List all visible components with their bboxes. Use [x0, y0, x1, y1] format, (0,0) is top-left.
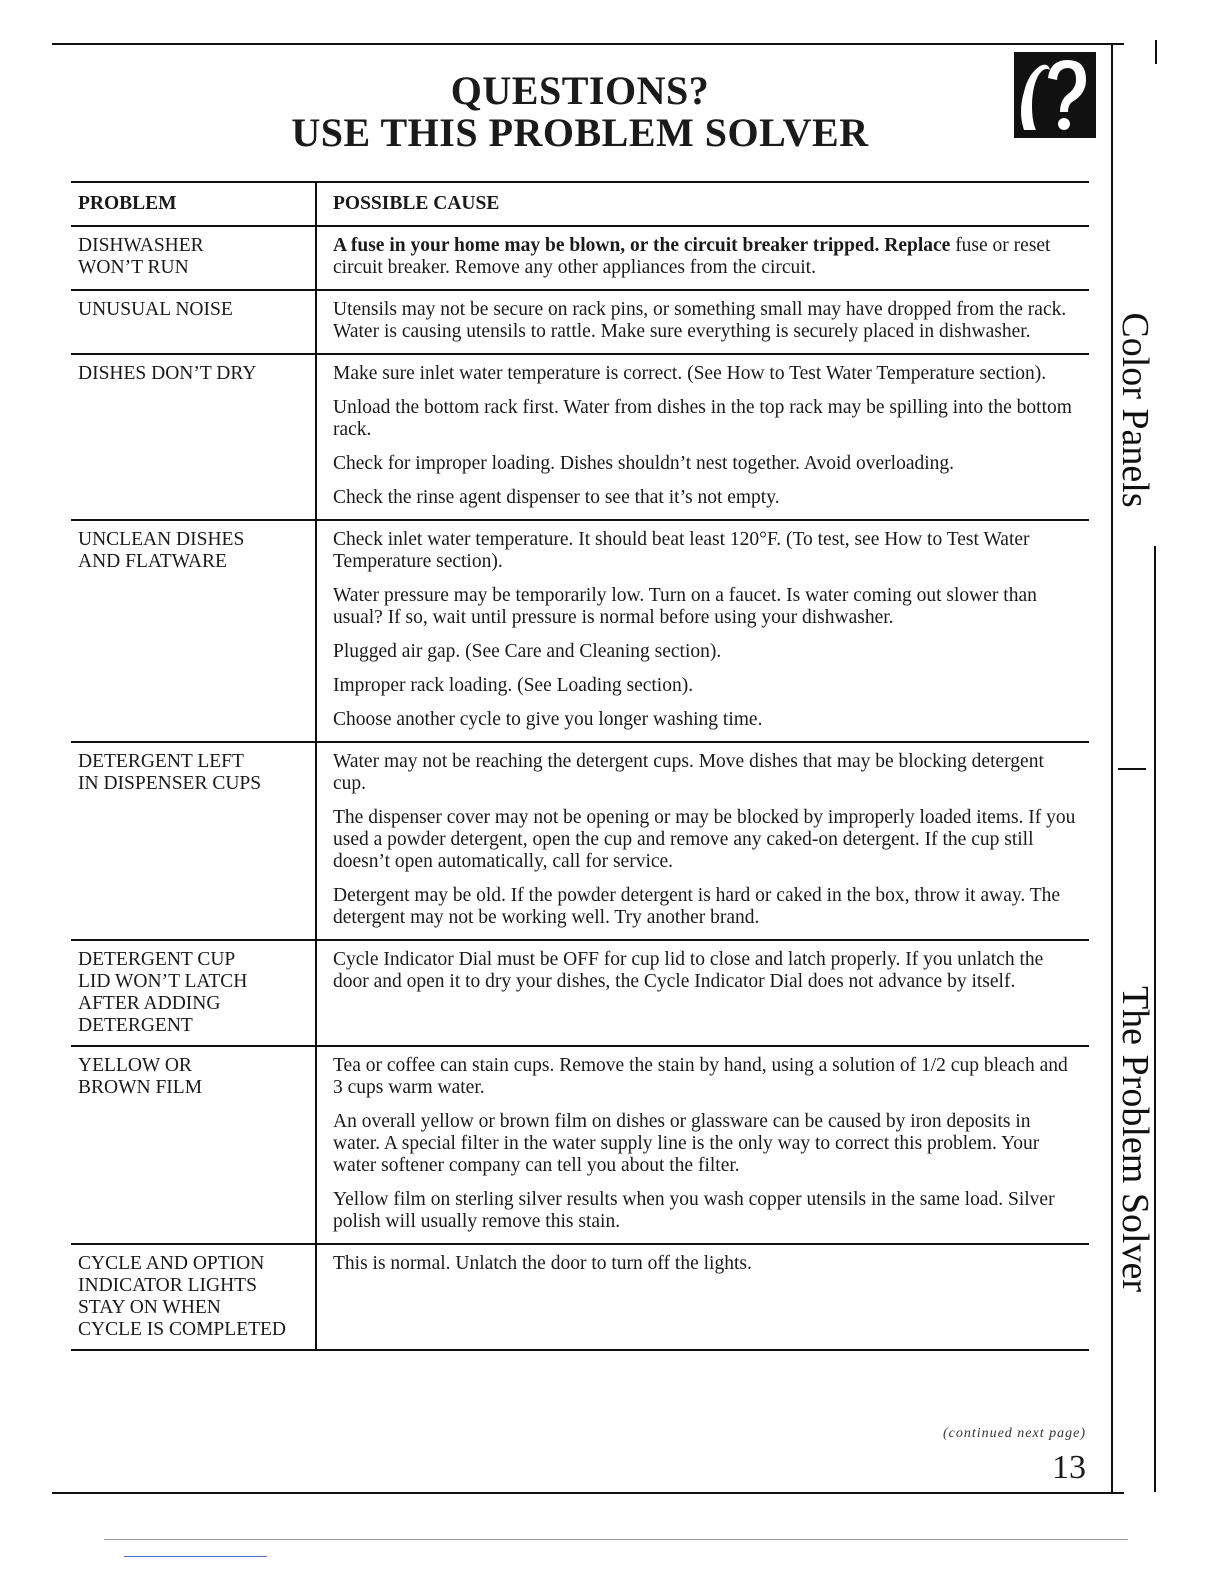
header-problem: PROBLEM	[71, 183, 317, 225]
table-row	[71, 743, 1089, 941]
cause-text: This is normal. Unlatch the door to turn off the lights.	[333, 1253, 752, 1274]
problem-line: IN DISPENSER CUPS	[78, 773, 262, 794]
problem-line: INDICATOR LIGHTS	[78, 1275, 257, 1296]
cause-text: Utensils may not be secure on rack pins, or something small may have dropped from the rack. Water is causing utensils to rattle. Make sure everything is securely placed in dishwasher.	[333, 299, 1067, 342]
page-title	[180, 70, 980, 154]
problem-solver-table	[71, 181, 1089, 1351]
tab-problem-solver-label: The Problem Solver	[1114, 985, 1156, 1293]
cause-paragraph	[333, 949, 1079, 993]
cause-paragraph	[333, 709, 1079, 731]
tab-color-panels-label: Color Panels	[1114, 312, 1156, 508]
title-line-2: USE THIS PROBLEM SOLVER	[291, 110, 869, 155]
table-row	[71, 941, 1089, 1047]
cause-text: Check for improper loading. Dishes shouldn’t nest together. Avoid overloading.	[333, 453, 955, 474]
cause-text: Water may not be reaching the detergent cups. Move dishes that may be blocking detergent cup.	[333, 751, 1044, 794]
cause-text: Yellow film on sterling silver results when you wash copper utensils in the same load. Silver polish will usually remove this stain.	[333, 1189, 1055, 1232]
cause-paragraph	[333, 363, 1079, 385]
problem-line: WON’T RUN	[78, 257, 189, 278]
cause-lead: A fuse in your home may be blown, or the circuit breaker tripped. Replace	[333, 235, 951, 256]
cause-text: Plugged air gap. (See Care and Cleaning section).	[333, 641, 722, 662]
cause-paragraph	[333, 585, 1079, 629]
header-cause: POSSIBLE CAUSE	[333, 193, 500, 214]
problem-cell	[71, 291, 317, 353]
cause-cell	[317, 521, 1089, 741]
problem-line: AFTER ADDING	[78, 993, 221, 1014]
problem-cell	[71, 521, 317, 741]
cause-cell	[317, 355, 1089, 519]
table-body	[71, 227, 1089, 1351]
cause-text: Tea or coffee can stain cups. Remove the stain by hand, using a solution of 1/2 cup bleach and 3 cups warm water.	[333, 1055, 1068, 1098]
top-rule	[52, 43, 1124, 45]
cause-text: The dispenser cover may not be opening or may be blocked by improperly loaded items. If you used a powder detergent, open the cup and remove any caked-on detergent. If the cup still doesn’t open automatically, call for service.	[333, 807, 1076, 872]
table-row	[71, 1047, 1089, 1245]
bottom-rule	[52, 1492, 1124, 1494]
cause-text: Choose another cycle to give you longer washing time.	[333, 709, 763, 730]
table-row	[71, 1245, 1089, 1351]
tab-color-panels[interactable]	[1112, 288, 1158, 532]
table-header-row	[71, 183, 1089, 227]
tab-divider	[1155, 40, 1157, 64]
problem-line: DISHES DON’T DRY	[78, 363, 257, 384]
title-line-1: QUESTIONS?	[450, 68, 710, 113]
cause-text: Improper rack loading. (See Loading section).	[333, 675, 694, 696]
cause-cell	[317, 291, 1089, 353]
cause-text: Water pressure may be temporarily low. Turn on a faucet. Is water coming out slower than usual? If so, wait until pressure is normal before using your dishwasher.	[333, 585, 1037, 628]
cause-text: Check inlet water temperature. It should beat least 120°F. (To test, see How to Test Water Temperature section).	[333, 529, 1030, 572]
cause-paragraph	[333, 1189, 1079, 1233]
page-number: 13	[1052, 1449, 1086, 1486]
problem-line: CYCLE AND OPTION	[78, 1253, 265, 1274]
cause-paragraph	[333, 807, 1079, 873]
cause-cell	[317, 1047, 1089, 1243]
cause-text: An overall yellow or brown film on dishes or glassware can be caused by iron deposits in water. A special filter in the water supply line is the only way to correct this problem. Your water softener company can tell you about the filter.	[333, 1111, 1040, 1176]
problem-cell	[71, 1047, 317, 1243]
cause-paragraph	[333, 1111, 1079, 1177]
problem-line: DETERGENT LEFT	[78, 751, 244, 772]
cause-paragraph	[333, 751, 1079, 795]
cause-text: fuse or reset circuit breaker. Remove any other appliances from the circuit.	[333, 235, 1051, 278]
table-row	[71, 291, 1089, 355]
cause-paragraph	[333, 397, 1079, 441]
question-mark-icon	[1014, 52, 1096, 138]
problem-line: BROWN FILM	[78, 1077, 203, 1098]
problem-line: YELLOW OR	[78, 1055, 192, 1076]
cause-text: Detergent may be old. If the powder detergent is hard or caked in the box, throw it away. The detergent may not be working well. Try another brand.	[333, 885, 1061, 928]
problem-line: UNCLEAN DISHES	[78, 529, 245, 550]
problem-line: AND FLATWARE	[78, 551, 227, 572]
cause-text: Unload the bottom rack first. Water from dishes in the top rack may be spilling into the bottom rack.	[333, 397, 1072, 440]
cause-paragraph	[333, 235, 1079, 279]
cause-paragraph	[333, 487, 1079, 509]
cause-paragraph	[333, 299, 1079, 343]
problem-line: DISHWASHER	[78, 235, 204, 256]
cause-paragraph	[333, 675, 1079, 697]
problem-cell	[71, 227, 317, 289]
table-row	[71, 521, 1089, 743]
cause-cell	[317, 1245, 1089, 1349]
problem-line: STAY ON WHEN	[78, 1297, 221, 1318]
problem-line: UNUSUAL NOISE	[78, 299, 233, 320]
cause-paragraph	[333, 1055, 1079, 1099]
problem-line: LID WON’T LATCH	[78, 971, 248, 992]
continued-note: (continued next page)	[942, 1426, 1086, 1441]
footer-link-underline	[124, 1556, 267, 1557]
problem-line: DETERGENT	[78, 1015, 193, 1036]
cause-cell	[317, 743, 1089, 939]
table-row	[71, 355, 1089, 521]
cause-text: Make sure inlet water temperature is correct. (See How to Test Water Temperature section).	[333, 363, 1047, 384]
cause-paragraph	[333, 453, 1079, 475]
problem-line: CYCLE IS COMPLETED	[78, 1319, 287, 1340]
cause-paragraph	[333, 1253, 1079, 1275]
tab-problem-solver[interactable]	[1112, 970, 1158, 1308]
tab-tick	[1118, 768, 1146, 770]
cause-text: Check the rinse agent dispenser to see that it’s not empty.	[333, 487, 780, 508]
problem-cell	[71, 1245, 317, 1349]
cause-cell	[317, 941, 1089, 1045]
problem-cell	[71, 355, 317, 519]
cause-text: Cycle Indicator Dial must be OFF for cup lid to close and latch properly. If you unlatch the door and open it to dry your dishes, the Cycle Indicator Dial does not advance by itself.	[333, 949, 1044, 992]
problem-cell	[71, 941, 317, 1045]
table-row	[71, 227, 1089, 291]
footer-rule	[104, 1539, 1128, 1540]
problem-cell	[71, 743, 317, 939]
cause-paragraph	[333, 641, 1079, 663]
cause-paragraph	[333, 529, 1079, 573]
problem-line: DETERGENT CUP	[78, 949, 236, 970]
cause-cell	[317, 227, 1089, 289]
cause-paragraph	[333, 885, 1079, 929]
